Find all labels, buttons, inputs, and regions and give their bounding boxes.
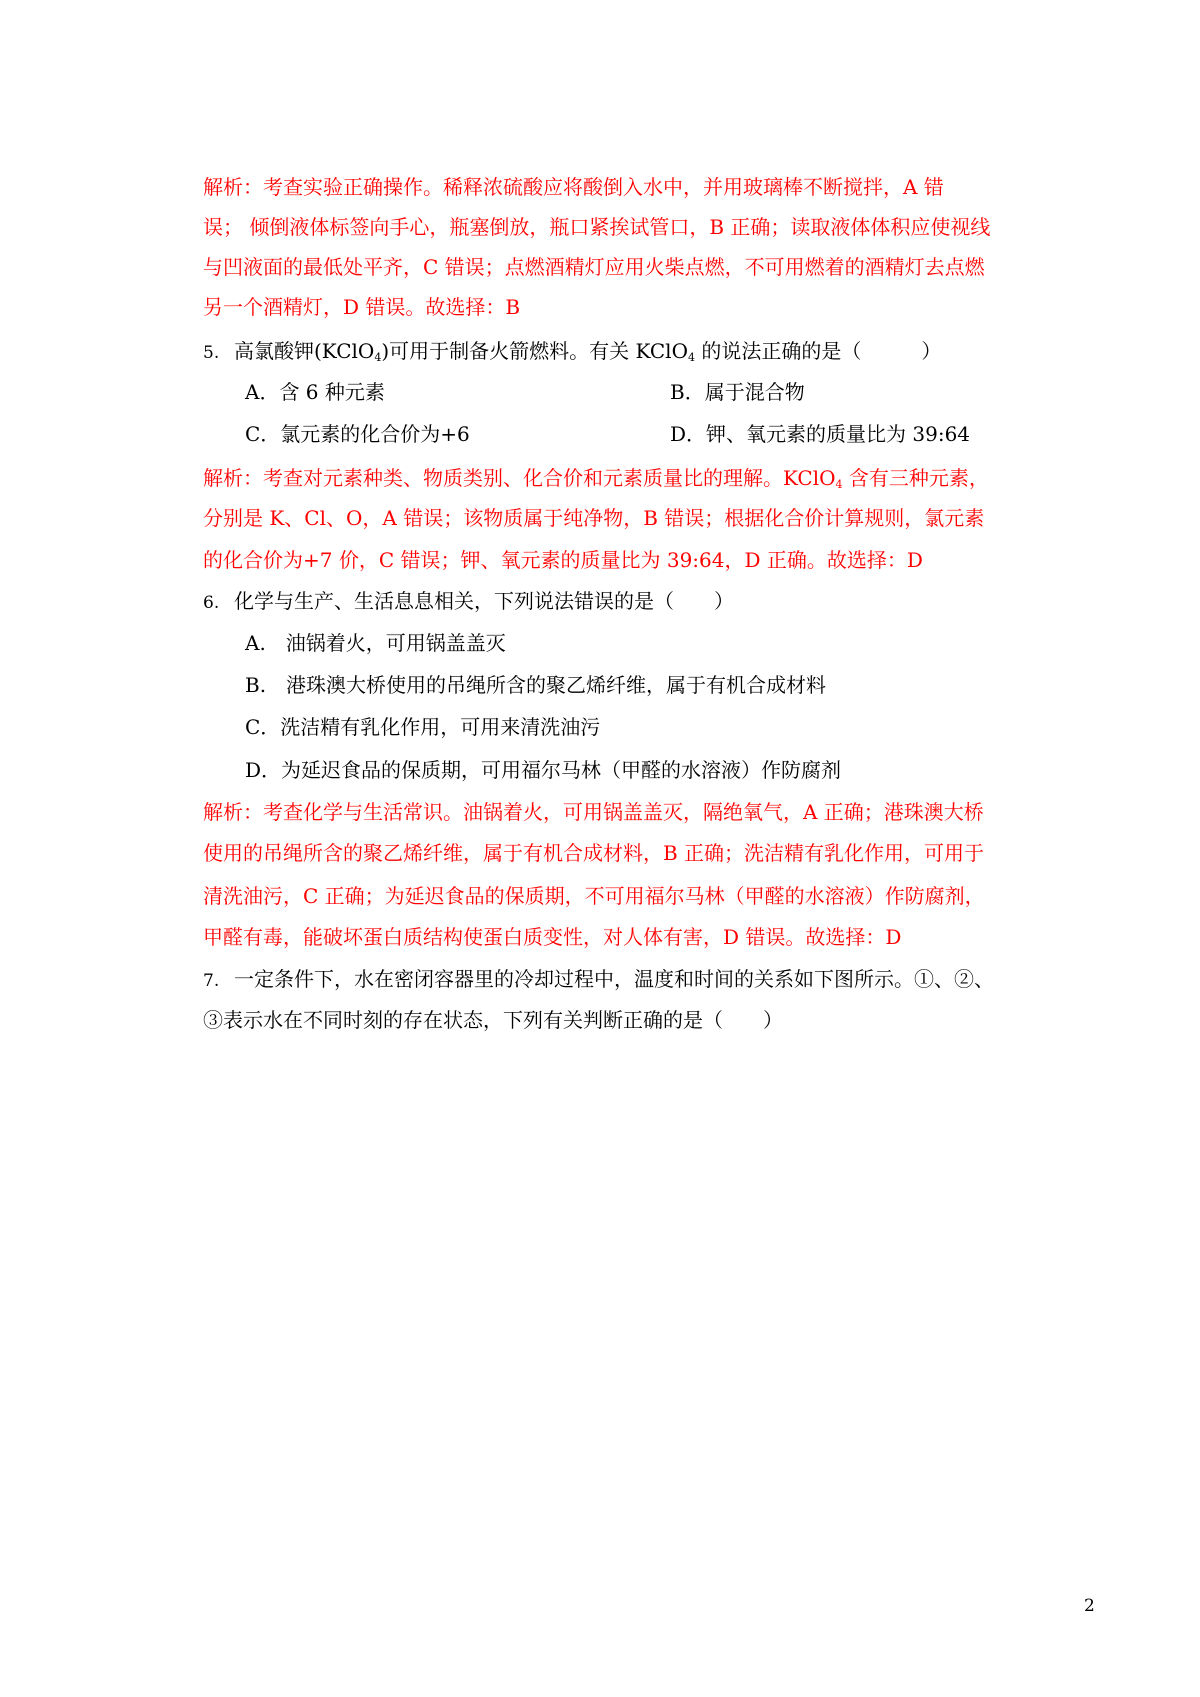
question-5-option-a: A．含 6 种元素 (245, 380, 385, 404)
answer4-line-4: 另一个酒精灯，D 错误。故选择：B (203, 295, 521, 319)
question-6-option-b: B. 港珠澳大桥使用的吊绳所含的聚乙烯纤维，属于有机合成材料 (245, 673, 827, 697)
question-6-option-d: D．为延迟食品的保质期，可用福尔马林（甲醛的水溶液）作防腐剂 (245, 758, 842, 782)
question-5-option-b: B．属于混合物 (670, 380, 805, 404)
answer6-line-1: 解析：考查化学与生活常识。油锅着火，可用锅盖盖灭，隔绝氧气，A 正确；港珠澳大桥 (203, 800, 984, 824)
answer4-line-1: 解析：考查实验正确操作。稀释浓硫酸应将酸倒入水中，并用玻璃棒不断搅拌，A 错 (203, 175, 944, 199)
question-5-option-d: D．钾、氧元素的质量比为 39:64 (670, 422, 971, 446)
answer4-line-3: 与凹液面的最低处平齐，C 错误；点燃酒精灯应用火柴点燃，不可用燃着的酒精灯去点燃 (203, 255, 985, 279)
answer4-line-2: 误； 倾倒液体标签向手心，瓶塞倒放，瓶口紧挨试管口，B 正确；读取液体体积应使视线 (203, 215, 991, 239)
question-7-line-1: 7. 一定条件下，水在密闭容器里的冷却过程中，温度和时间的关系如下图所示。①、②、 (203, 964, 1033, 994)
question-6-stem: 6. 化学与生产、生活息息相关，下列说法错误的是（ ） (203, 586, 1033, 616)
question-number: 6. (203, 593, 220, 613)
question-6-option-a: A. 油锅着火，可用锅盖盖灭 (245, 631, 506, 655)
question-7-line-2: ③表示水在不同时刻的存在状态，下列有关判断正确的是（ ） (203, 1008, 783, 1032)
answer5-line-3: 的化合价为+7 价，C 错误；钾、氧元素的质量比为 39:64，D 正确。故选择：D (203, 548, 923, 572)
question-number: 7. (203, 971, 220, 991)
answer5-line-1: 解析：考查对元素种类、物质类别、化合价和元素质量比的理解。KClO$_4$ 含有三种元素， (203, 466, 989, 491)
question-5-option-c: C．氯元素的化合价为+6 (245, 422, 470, 446)
answer6-line-3: 清洗油污，C 正确；为延迟食品的保质期，不可用福尔马林（甲醛的水溶液）作防腐剂， (203, 884, 985, 908)
answer6-line-4: 甲醛有毒，能破坏蛋白质结构使蛋白质变性，对人体有害，D 错误。故选择：D (203, 925, 902, 949)
question-6-option-c: C．洗洁精有乳化作用，可用来清洗油污 (245, 715, 601, 739)
page-number: 2 (1084, 1596, 1095, 1616)
question-5-stem: 5. 高氯酸钾(KClO$_4$)可用于制备火箭燃料。有关 KClO$_4$ 的说法正确的是（ ） (203, 336, 1033, 366)
answer5-line-2: 分别是 K、Cl、O，A 错误；该物质属于纯净物，B 错误；根据化合价计算规则，氯元素 (203, 506, 985, 530)
question-number: 5. (203, 343, 220, 363)
answer6-line-2: 使用的吊绳所含的聚乙烯纤维，属于有机合成材料，B 正确；洗洁精有乳化作用，可用于 (203, 841, 985, 865)
